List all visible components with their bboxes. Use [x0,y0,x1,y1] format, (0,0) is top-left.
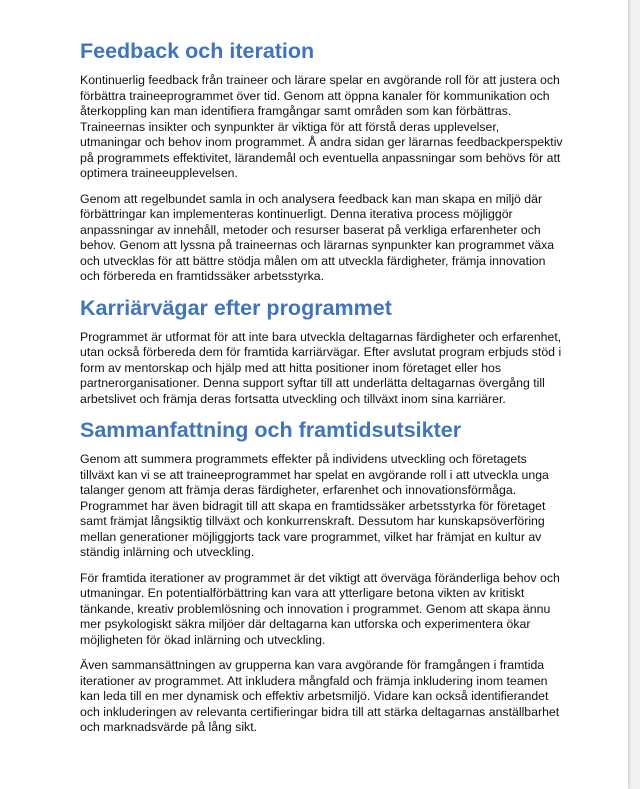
paragraph: Genom att summera programmets effekter på individens utveckling och företagets tillväxt kan vi se att traineeprogrammet har spelat en avgörande roll i att utveckla unga talanger genom att främja deras färdigheter, erfarenhet och innovationsförmåga. Programmet har även bidragit till att skapa en framtidssäker arbetsstyrka för företaget samt främjat långsiktig tillväxt och konkurrenskraft. Dessutom har kunskapsöverföring mellan generationer möjliggjorts tack vare programmet, vilket har främjat en kultur av ständig inlärning och utveckling. [80,452,549,559]
section-heading: Sammanfattning och framtidsutsikter [80,418,462,442]
section-heading: Karriärvägar efter programmet [80,295,392,320]
paragraph: Kontinuerlig feedback från traineer och lärare spelar en avgörande roll för att justera och förbättra traineeprogrammet över tid. Genom att öppna kanaler för kommunikation och återkoppling kan man identifiera framgångar samt områden som kan förbättras. Traineernas insikter och synpunkter är viktiga för att förstå deras upplevelser, utmaningar och behov inom programmet. Å andra sidan ger lärarnas feedbackperspektiv på programmets effektivitet, lärandemål och eventuella anpassningar som behövs för att optimera traineeupplevelsen. [80,73,563,180]
section-feedback [80,38,564,285]
paragraph: Programmet är utformat för att inte bara utveckla deltagarnas färdigheter och erfarenhet, utan också förbereda dem för framtida karriärvägar. Efter avslutat program erbjuds stöd i form av mentorskap och hjälp med att hitta positioner inom företaget eller hos partnerorganisationer. Denna support syftar till att underlätta deltagarnas övergång till arbetslivet och främja deras fortsatta utveckling och tillväxt inom sina karriärer. [80,329,562,406]
section-heading: Feedback och iteration [80,39,315,63]
paragraph: Även sammansättningen av grupperna kan vara avgörande för framgången i framtida iterationer av programmet. Att inkludera mångfald och främja inkludering inom teamen kan leda till en mer dynamisk och effektiv arbetsmiljö. Vidare kan också identifierandet och inkluderingen av relevanta certifieringar bidra till att stärka deltagarnas anställbarhet och marknadsvärde på lång sikt. [80,658,560,734]
paragraph: För framtida iterationer av programmet är det viktigt att överväga föränderliga behov och utmaningar. En potentialförbättring kan vara att ytterligare betona vikten av kritiskt tänkande, kreativ problemlösning och innovation i programmet. Genom att skapa ännu mer psykologiskt säkra miljöer där deltagarna kan utforska och experimentera ökar möjligheten för ökad inlärning och utveckling. [80,570,560,647]
document-content [80,38,564,746]
section-sammanfattning [80,417,564,736]
paragraph: Genom att regelbundet samla in och analysera feedback kan man skapa en miljö där förbättringar kan implementeras kontinuerligt. Denna iterativa process möjliggör anpassningar av innehåll, metoder och resurser baserat på verkliga erfarenheter och behov. Genom att lyssna på traineernas och lärarnas synpunkter kan programmet växa och utvecklas för att bättre stödja målen om att utveckla färdigheter, främja innovation och förbereda en framtidssäker arbetsstyrka. [80,191,555,283]
section-karriarvagar [80,295,564,408]
